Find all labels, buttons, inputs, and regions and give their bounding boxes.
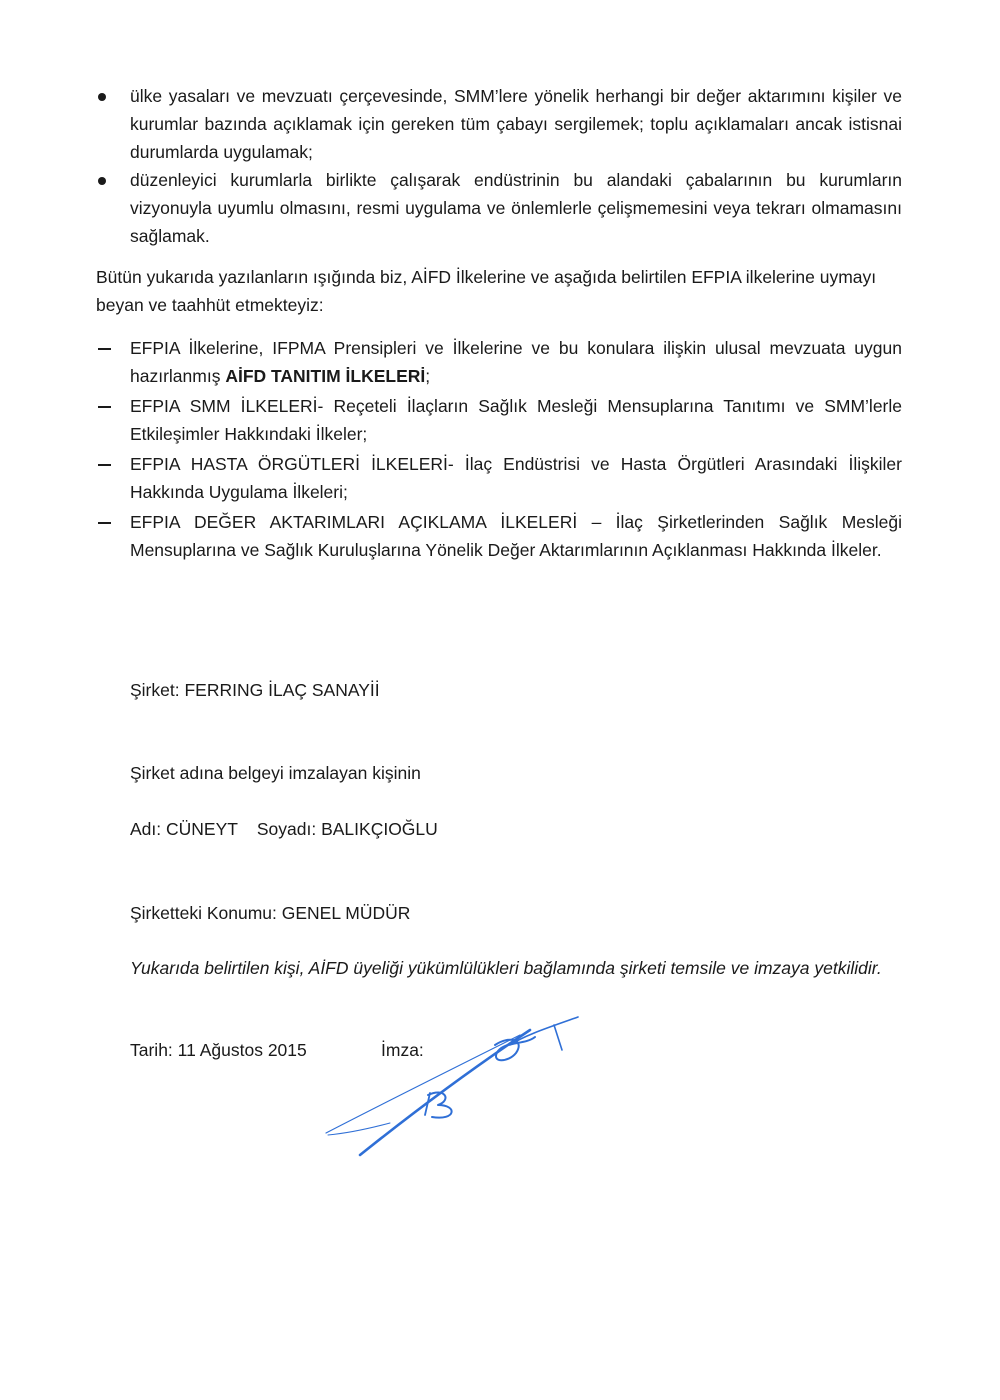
position-value: GENEL MÜDÜR [281,903,411,923]
bullet-item [96,166,902,250]
bullet-dot-icon [98,93,106,101]
signature-image [320,1005,590,1175]
company-value: FERRING İLAÇ SANAYİİ [184,680,380,700]
dash-icon [98,348,111,350]
intro-paragraph: Bütün yukarıda yazılanların ışığında biz, AİFD İlkelerine ve aşağıda belirtilen EFPIA ilkelerine uymayı beyan ve taahhüt etmekteyiz: [96,267,877,315]
dash-icon [98,464,111,466]
principle-text: EFPIA SMM İLKELERİ- Reçeteli İlaçların Sağlık Mesleği Mensuplarına Tanıtımı ve SMM’lerle Etkileşimler Hakkındaki İlkeler; [130,396,902,444]
company-label: Şirket: [130,680,180,700]
principle-text: EFPIA İlkelerine, IFPMA Prensipleri ve İlkelerine ve bu konulara ilişkin ulusal mevzuata uygun hazırlanmış [130,338,902,386]
principle-item [96,450,902,506]
company-line [130,676,380,704]
bullet-item [96,82,902,166]
principle-bold-text: AİFD TANITIM İLKELERİ [225,366,426,386]
principle-item [96,334,902,390]
principle-text: EFPIA HASTA ÖRGÜTLERİ İLKELERİ- İlaç Endüstrisi ve Hasta Örgütleri Arasındaki İlişkiler Hakkında Uygulama İlkeleri; [130,454,902,502]
last-name-value: BALIKÇIOĞLU [321,819,438,839]
principle-suffix: ; [425,366,431,386]
dash-icon [98,406,111,408]
name-line [130,815,438,843]
dash-icon [98,522,111,524]
principles-list [96,334,902,566]
authority-note: Yukarıda belirtilen kişi, AİFD üyeliği yükümlülükleri bağlamında şirketi temsile ve imzaya yetkilidir. [130,958,882,978]
bullet-list [96,82,902,250]
signature-label: İmza: [381,1040,424,1060]
principle-item [96,392,902,448]
first-name-value: CÜNEYT [166,819,238,839]
last-name-label: Soyadı: [256,819,317,839]
position-line [130,899,410,927]
first-name-label: Adı: [130,819,162,839]
position-label: Şirketteki Konumu: [130,903,277,923]
bullet-text: ülke yasaları ve mevzuatı çerçevesinde, SMM’lere yönelik herhangi bir değer aktarımını kişiler ve kurumlar bazında açıklamak için gereken tüm çabayı sergilemek; toplu açıklamaları ancak istisnai durumlarda uygulamak; [130,86,902,162]
principle-item [96,508,902,564]
date-line [130,1036,307,1064]
bullet-text: düzenleyici kurumlarla birlikte çalışarak endüstrinin bu alandaki çabalarının bu kurumların vizyonuyla uyumlu olmasını, resmi uygulama ve önlemlerle çelişmemesini veya tekrarı olmamasını sağlamak. [130,170,902,246]
bullet-dot-icon [98,177,106,185]
date-label: Tarih: [130,1040,173,1060]
signer-heading: Şirket adına belgeyi imzalayan kişinin [130,763,421,783]
principle-text: EFPIA DEĞER AKTARIMLARI AÇIKLAMA İLKELERİ – İlaç Şirketlerinden Sağlık Mesleği Mensuplarına ve Sağlık Kuruluşlarına Yönelik Değer Aktarımlarının Açıklanması Hakkında İlkeler. [130,512,902,560]
date-value: 11 Ağustos 2015 [177,1040,307,1060]
